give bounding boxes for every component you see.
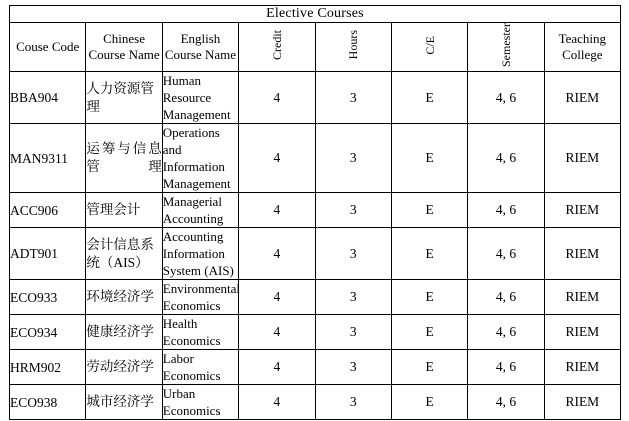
cell-ce: E — [391, 124, 467, 193]
table-title-row — [10, 6, 621, 23]
table-row — [10, 385, 621, 420]
cell-course-code: ECO934 — [10, 315, 86, 350]
cell-college: RIEM — [544, 228, 620, 280]
cell-semester: 4, 6 — [468, 193, 544, 228]
cell-credit: 4 — [239, 350, 315, 385]
cell-chinese-name: 城市经济学 — [86, 385, 162, 420]
cell-course-code: MAN9311 — [10, 124, 86, 193]
cell-english-name: Human Resource Management — [162, 72, 238, 124]
cell-hours: 3 — [315, 315, 391, 350]
cell-credit: 4 — [239, 124, 315, 193]
cell-course-code: HRM902 — [10, 350, 86, 385]
elective-courses-table — [9, 5, 621, 420]
header-semester-label: Semester — [498, 23, 513, 67]
header-english-course-name: English Course Name — [162, 23, 238, 72]
header-credit — [239, 23, 315, 72]
cell-semester: 4, 6 — [468, 72, 544, 124]
cell-ce: E — [391, 350, 467, 385]
table-row — [10, 124, 621, 193]
cell-course-code: ECO933 — [10, 280, 86, 315]
header-course-code: Couse Code — [10, 23, 86, 72]
cell-hours: 3 — [315, 350, 391, 385]
cell-semester: 4, 6 — [468, 315, 544, 350]
cell-english-name: Health Economics — [162, 315, 238, 350]
cell-ce: E — [391, 280, 467, 315]
cell-course-code: ADT901 — [10, 228, 86, 280]
cell-hours: 3 — [315, 228, 391, 280]
cell-chinese-name: 劳动经济学 — [86, 350, 162, 385]
cell-hours: 3 — [315, 385, 391, 420]
cell-course-code: ACC906 — [10, 193, 86, 228]
cell-english-name: Operations and Information Management — [162, 124, 238, 193]
cell-chinese-name: 环境经济学 — [86, 280, 162, 315]
header-semester — [468, 23, 544, 72]
header-ce — [391, 23, 467, 72]
cell-semester: 4, 6 — [468, 280, 544, 315]
cell-hours: 3 — [315, 280, 391, 315]
page-top-margin — [0, 0, 629, 3]
cell-college: RIEM — [544, 193, 620, 228]
cell-hours: 3 — [315, 193, 391, 228]
cell-course-code: ECO938 — [10, 385, 86, 420]
table-row — [10, 193, 621, 228]
cell-chinese-name: 会计信息系统（AIS） — [86, 228, 162, 280]
cell-college: RIEM — [544, 315, 620, 350]
table-header-row — [10, 23, 621, 72]
cell-hours: 3 — [315, 124, 391, 193]
cell-ce: E — [391, 72, 467, 124]
cell-college: RIEM — [544, 350, 620, 385]
cell-college: RIEM — [544, 72, 620, 124]
header-hours — [315, 23, 391, 72]
table-row — [10, 350, 621, 385]
header-hours-label: Hours — [346, 30, 361, 60]
cell-course-code: BBA904 — [10, 72, 86, 124]
table-row — [10, 280, 621, 315]
cell-semester: 4, 6 — [468, 350, 544, 385]
cell-english-name: Labor Economics — [162, 350, 238, 385]
cell-credit: 4 — [239, 193, 315, 228]
cell-english-name: Managerial Accounting — [162, 193, 238, 228]
cell-chinese-name: 管理会计 — [86, 193, 162, 228]
cell-credit: 4 — [239, 385, 315, 420]
cell-chinese-name: 运筹与信息管理 — [86, 124, 162, 193]
table-title: Elective Courses — [10, 6, 621, 23]
cell-chinese-name: 人力资源管理 — [86, 72, 162, 124]
table-row — [10, 315, 621, 350]
cell-english-name: Urban Economics — [162, 385, 238, 420]
header-chinese-course-name: Chinese Course Name — [86, 23, 162, 72]
cell-college: RIEM — [544, 124, 620, 193]
cell-semester: 4, 6 — [468, 385, 544, 420]
cell-college: RIEM — [544, 385, 620, 420]
cell-ce: E — [391, 228, 467, 280]
table-row — [10, 72, 621, 124]
cell-english-name: Environmental Economics — [162, 281, 241, 313]
cell-chinese-name: 健康经济学 — [86, 315, 162, 350]
header-teaching-college: Teaching College — [544, 23, 620, 72]
cell-credit: 4 — [239, 72, 315, 124]
cell-credit: 4 — [239, 315, 315, 350]
cell-ce: E — [391, 385, 467, 420]
table-row — [10, 228, 621, 280]
cell-semester: 4, 6 — [468, 124, 544, 193]
cell-college: RIEM — [544, 280, 620, 315]
header-credit-label: Credit — [269, 30, 284, 60]
cell-credit: 4 — [239, 280, 315, 315]
cell-english-name: Accounting Information System (AIS) — [162, 228, 238, 280]
cell-ce: E — [391, 315, 467, 350]
header-ce-label: C/E — [422, 35, 437, 55]
cell-semester: 4, 6 — [468, 228, 544, 280]
cell-hours: 3 — [315, 72, 391, 124]
cell-credit: 4 — [239, 228, 315, 280]
cell-ce: E — [391, 193, 467, 228]
